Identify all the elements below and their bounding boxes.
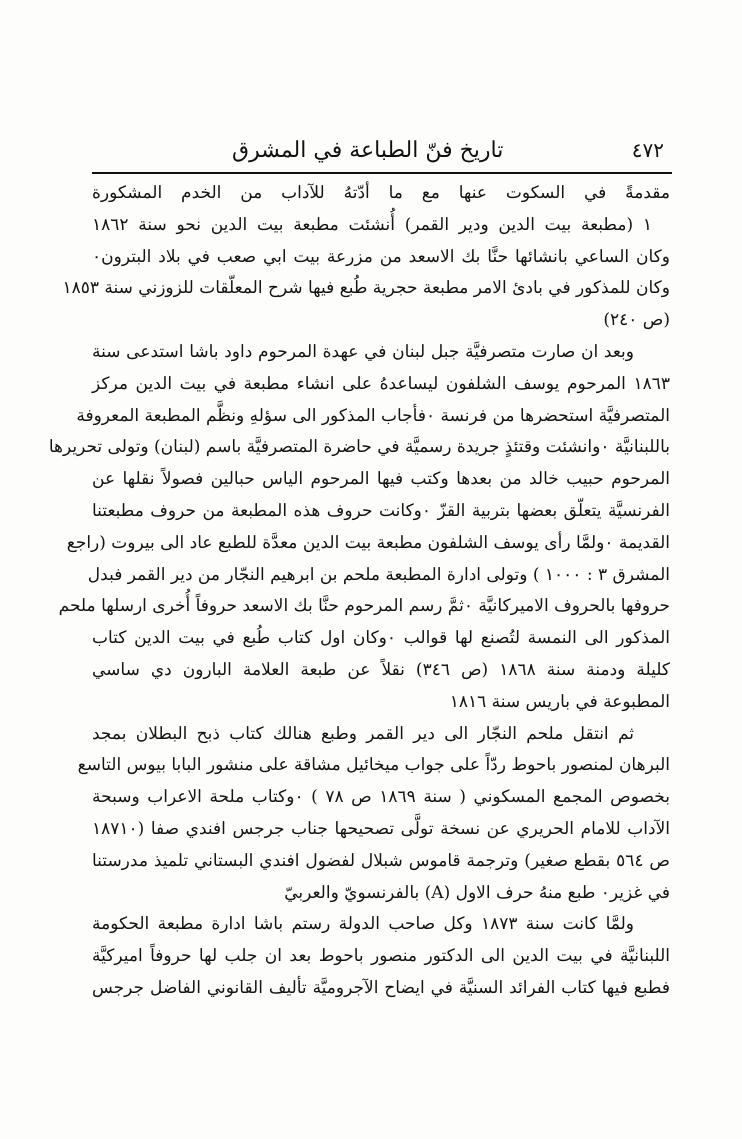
text-line: بخصوص المجمع المسكوني ( سنة ١٨٦٩ ص ٧٨ ) ٠وكتاب ملحة الاعراب وسبحة [92,787,670,808]
text-line: باللبنانيَّة ٠وانشئت وقتئذٍ جريدة رسميَّة في حاضرة المتصرفيَّة باسم (لبنان) وتولى تحريرها [48,437,670,458]
text-line: (ص ٢٤٠) [603,310,670,331]
text-line: وكان الساعي بانشائها حنَّا بك الاسعد من مزرعة بيت ابي صعب في بلاد البترون٠ [92,246,670,267]
text-line: في غزير٠ طبع منهُ حرف الاول (A) بالفرنسويّ والعربيّ [284,882,670,903]
text-line: المتصرفيَّة استحضرها من فرنسة ٠فأجاب المذكور الى سؤلهِ ونظَّم المطبعة المعروفة [76,405,670,426]
page-number: ٤٧٢ [631,138,664,162]
text-line: مقدمةً في السكوت عنها مع ما أدّتهُ للآداب من الخدم المشكورة [92,183,670,203]
text-line: المرحوم حبيب خالد من بعدها وكتب فيها المرحوم الياس حبالين فصولاً نقلها عن [92,469,670,490]
text-line: الآداب للامام الحريري عن نسخة تولَّى تصحيحها جناب جرجس افندي صفا (١٨٧١٠ [92,818,670,839]
text-line: ١ (مطبعة بيت الدين ودير القمر) أُنشئت مطبعة بيت الدين نحو سنة ١٨٦٢ [92,214,652,235]
running-title: تاريخ فنّ الطباعة في المشرق [232,137,504,163]
text-line: المطبوعة في باريس سنة ١٨١٦ [449,691,670,712]
text-line: كليلة ودمنة سنة ١٨٦٨ (ص ٣٤٦) نقلاً عن طبعة العلامة البارون دي ساسي [92,659,670,680]
text-line: القديمة ٠ولمَّا رأى يوسف الشلفون مطبعة بيت الدين معدَّة للطبع عاد الى بيروت (راجع [66,532,670,553]
page-header [92,128,670,172]
text-line: حروفها بالحروف الاميركانيَّة ٠ثمَّ رسم المرحوم حنَّا بك الاسعد حروفاً أُخرى ارسلها ملحم [58,596,670,617]
text-line: البرهان لمنصور باحوط ردّاً على جواب ميخائيل مشاقة على منشور البابا بيوس التاسع [77,755,670,776]
text-line: اللبنانيَّة في بيت الدين الى الدكتور منصور باحوط بعد ان جلب لها حروفاً اميركيَّة [92,946,670,967]
text-line: ولمَّا كانت سنة ١٨٧٣ وكل صاحب الدولة رستم باشا ادارة مطبعة الحكومة [92,914,635,935]
text-line: ١٨٦٣ المرحوم يوسف الشلفون ليساعدهُ على انشاء مطبعة في بيت الدين مركز [92,373,670,394]
text-line: وكان للمذكور في بادئ الامر مطبعة حجرية طُبع فيها شرح المعلّقات للزوزني سنة ١٨٥٣ [62,278,670,299]
body-text [48,178,671,1005]
text-line: ص ٥٦٤ بقطع صغير) وترجمة قاموس شبلال لفضول افندي البستاني تلميذ مدرستنا [92,850,670,871]
text-line: فطبع فيها كتاب الفرائد السنيَّة في ايضاح الآجروميَّة تأليف القانوني الفاضل جرجس [92,977,670,998]
text-line: ثم انتقل ملحم النجّار الى دير القمر وطبع هنالك كتاب ذبح البطلان بمجد [92,723,634,744]
text-line: المشرق ٣ : ١٠٠٠ ) وتولى ادارة المطبعة ملحم بن ابرهيم النجّار من دير القمر فبدل [87,564,670,585]
header-rule [92,172,672,174]
text-line: المذكور الى النمسة لتُصنع لها قوالب ٠وكان اول كتاب طُبع في بيت الدين كتاب [92,628,670,649]
text-line: الفرنسيَّة يتعلّق بعضها بتربية القزّ ٠وكانت حروف هذه المطبعة من حروف مطبعتنا [92,500,671,521]
text-line: وبعد ان صارت متصرفيَّة جبل لبنان في عهدة المرحوم داود باشا استدعى سنة [92,341,634,362]
